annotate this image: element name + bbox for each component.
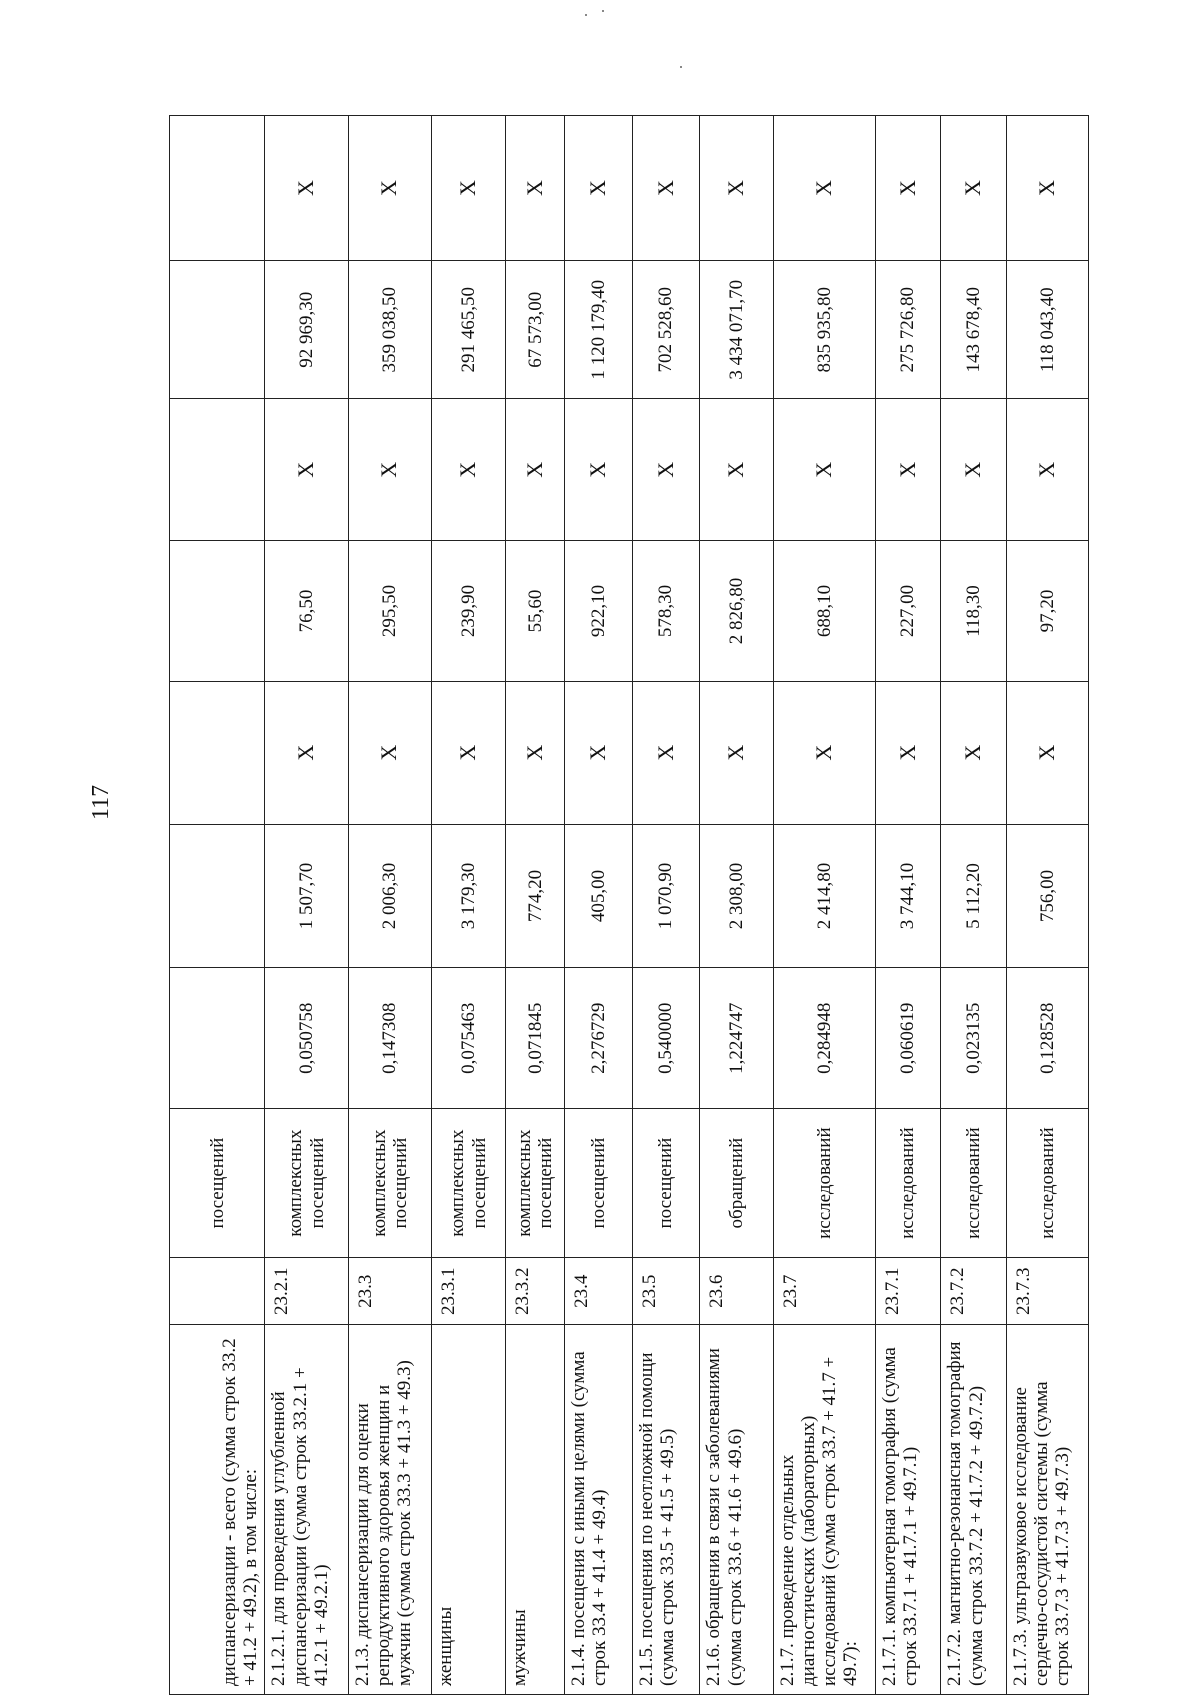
row-label: 2.1.7.2. магнитно-резонансная томография (сумма строк 33.7.2 + 41.7.2 + 49.7.2) xyxy=(941,1325,1006,1695)
cell-value: 774,20 xyxy=(506,824,565,968)
cell-value: Х xyxy=(565,116,633,261)
cell-value xyxy=(170,824,265,968)
cell-value: Х xyxy=(265,399,348,541)
row-code: 23.2.1 xyxy=(265,1258,348,1325)
table-row xyxy=(632,116,700,1695)
cell-value: 578,30 xyxy=(632,541,700,682)
cell-value: 1,224747 xyxy=(700,968,773,1109)
row-label: мужчины xyxy=(506,1325,565,1695)
cell-value: 118 043,40 xyxy=(1006,260,1088,399)
cell-value: Х xyxy=(565,681,633,824)
row-code: 23.7.2 xyxy=(941,1258,1006,1325)
cell-value xyxy=(170,399,265,541)
cell-value: 756,00 xyxy=(1006,824,1088,968)
row-unit: посещений xyxy=(632,1109,700,1258)
row-unit: исследований xyxy=(1006,1109,1088,1258)
table-row xyxy=(565,116,633,1695)
cell-value: 702 528,60 xyxy=(632,260,700,399)
cell-value xyxy=(170,541,265,682)
cell-value: 76,50 xyxy=(265,541,348,682)
row-code xyxy=(170,1258,265,1325)
row-code: 23.7.3 xyxy=(1006,1258,1088,1325)
row-code: 23.3.1 xyxy=(431,1258,505,1325)
cell-value: 359 038,50 xyxy=(348,260,431,399)
row-label: 2.1.6. обращения в связи с заболеваниями (сумма строк 33.6 + 41.6 + 49.6) xyxy=(700,1325,773,1695)
row-code: 23.7 xyxy=(773,1258,875,1325)
cell-value: 275 726,80 xyxy=(875,260,940,399)
cell-value: Х xyxy=(773,399,875,541)
row-unit: обращений xyxy=(700,1109,773,1258)
table-row xyxy=(700,116,773,1695)
cell-value: Х xyxy=(875,681,940,824)
cell-value: 2 414,80 xyxy=(773,824,875,968)
cell-value xyxy=(170,260,265,399)
row-unit: исследований xyxy=(875,1109,940,1258)
cell-value: Х xyxy=(348,116,431,261)
cell-value: 1 120 179,40 xyxy=(565,260,633,399)
table-row xyxy=(431,116,505,1695)
cell-value: Х xyxy=(1006,399,1088,541)
cell-value: Х xyxy=(773,116,875,261)
cell-value: 67 573,00 xyxy=(506,260,565,399)
cell-value: 97,20 xyxy=(1006,541,1088,682)
cell-value: 405,00 xyxy=(565,824,633,968)
cell-value: Х xyxy=(265,681,348,824)
cell-value: 0,071845 xyxy=(506,968,565,1109)
cell-value: 92 969,30 xyxy=(265,260,348,399)
row-unit: комплексных посещений xyxy=(348,1109,431,1258)
cell-value: 2 006,30 xyxy=(348,824,431,968)
table-row xyxy=(348,116,431,1695)
cell-value: Х xyxy=(348,681,431,824)
cell-value: 3 434 071,70 xyxy=(700,260,773,399)
cell-value: Х xyxy=(632,116,700,261)
cell-value: 835 935,80 xyxy=(773,260,875,399)
cell-value: 3 744,10 xyxy=(875,824,940,968)
row-unit: комплексных посещений xyxy=(265,1109,348,1258)
row-code: 23.7.1 xyxy=(875,1258,940,1325)
row-label: 2.1.3. диспансеризации для оценки репродуктивного здоровья женщин и мужчин (сумма строк 33.3 + 41.3 + 49.3) xyxy=(348,1325,431,1695)
cell-value: Х xyxy=(941,399,1006,541)
table-row xyxy=(170,116,265,1695)
cell-value: Х xyxy=(941,681,1006,824)
cell-value: 295,50 xyxy=(348,541,431,682)
cell-value xyxy=(170,968,265,1109)
table-row xyxy=(265,116,348,1695)
cell-value: 2 826,80 xyxy=(700,541,773,682)
row-unit: исследований xyxy=(773,1109,875,1258)
cell-value: Х xyxy=(875,399,940,541)
table-container xyxy=(169,115,1089,1695)
cell-value: 0,060619 xyxy=(875,968,940,1109)
cell-value: 1 507,70 xyxy=(265,824,348,968)
cell-value: 5 112,20 xyxy=(941,824,1006,968)
cell-value: Х xyxy=(431,116,505,261)
cell-value: 0,050758 xyxy=(265,968,348,1109)
cell-value: 0,540000 xyxy=(632,968,700,1109)
table-row xyxy=(941,116,1006,1695)
row-label: 2.1.2.1. для проведения углубленной диспансеризации (сумма строк 33.2.1 + 41.2.1 + 49.2.1) xyxy=(265,1325,348,1695)
table-row xyxy=(506,116,565,1695)
row-unit: комплексных посещений xyxy=(431,1109,505,1258)
cell-value: 227,00 xyxy=(875,541,940,682)
cell-value: Х xyxy=(700,399,773,541)
cell-value: Х xyxy=(565,399,633,541)
cell-value: Х xyxy=(700,681,773,824)
row-label: 2.1.4. посещения с иными целями (сумма строк 33.4 + 41.4 + 49.4) xyxy=(565,1325,633,1695)
table-row xyxy=(875,116,940,1695)
cell-value: 2,276729 xyxy=(565,968,633,1109)
row-unit: исследований xyxy=(941,1109,1006,1258)
table-row xyxy=(773,116,875,1695)
cell-value: 118,30 xyxy=(941,541,1006,682)
cell-value: 688,10 xyxy=(773,541,875,682)
row-code: 23.4 xyxy=(565,1258,633,1325)
cell-value: 55,60 xyxy=(506,541,565,682)
cell-value: Х xyxy=(773,681,875,824)
cell-value: 0,023135 xyxy=(941,968,1006,1109)
row-code: 23.6 xyxy=(700,1258,773,1325)
cell-value: 0,147308 xyxy=(348,968,431,1109)
cell-value: Х xyxy=(265,116,348,261)
cell-value: 291 465,50 xyxy=(431,260,505,399)
table-row xyxy=(1006,116,1088,1695)
cell-value: 2 308,00 xyxy=(700,824,773,968)
row-label: 2.1.7.1. компьютерная томография (сумма строк 33.7.1 + 41.7.1 + 49.7.1) xyxy=(875,1325,940,1695)
cell-value xyxy=(170,681,265,824)
page-number: 117 xyxy=(88,784,114,820)
cell-value: 3 179,30 xyxy=(431,824,505,968)
cell-value: 1 070,90 xyxy=(632,824,700,968)
cell-value: Х xyxy=(875,116,940,261)
row-label: диспансеризации - всего (сумма строк 33.2 + 41.2 + 49.2), в том числе: xyxy=(170,1325,265,1695)
cell-value: Х xyxy=(506,399,565,541)
row-code: 23.3.2 xyxy=(506,1258,565,1325)
cell-value: Х xyxy=(348,399,431,541)
cell-value: Х xyxy=(1006,116,1088,261)
cell-value: Х xyxy=(632,399,700,541)
cell-value xyxy=(170,116,265,261)
row-unit: посещений xyxy=(565,1109,633,1258)
cell-value: 0,284948 xyxy=(773,968,875,1109)
cell-value: Х xyxy=(1006,681,1088,824)
cell-value: 0,128528 xyxy=(1006,968,1088,1109)
row-unit: посещений xyxy=(170,1109,265,1258)
data-table xyxy=(169,115,1089,1695)
cell-value: Х xyxy=(700,116,773,261)
row-label: 2.1.5. посещения по неотложной помощи (сумма строк 33.5 + 41.5 + 49.5) xyxy=(632,1325,700,1695)
row-code: 23.3 xyxy=(348,1258,431,1325)
cell-value: Х xyxy=(632,681,700,824)
row-label: 2.1.7.3. ультразвуковое исследование сердечно-сосудистой системы (сумма строк 33.7.3 + 41.7.3 + 49.7.3) xyxy=(1006,1325,1088,1695)
cell-value: Х xyxy=(506,681,565,824)
cell-value: 239,90 xyxy=(431,541,505,682)
row-label: женщины xyxy=(431,1325,505,1695)
row-unit: комплексных посещений xyxy=(506,1109,565,1258)
row-label: 2.1.7. проведение отдельных диагностических (лабораторных) исследований (сумма строк 33.7 + 41.7 + 49.7): xyxy=(773,1325,875,1695)
cell-value: 922,10 xyxy=(565,541,633,682)
cell-value: Х xyxy=(506,116,565,261)
cell-value: Х xyxy=(941,116,1006,261)
row-code: 23.5 xyxy=(632,1258,700,1325)
cell-value: 0,075463 xyxy=(431,968,505,1109)
cell-value: Х xyxy=(431,399,505,541)
cell-value: Х xyxy=(431,681,505,824)
cell-value: 143 678,40 xyxy=(941,260,1006,399)
